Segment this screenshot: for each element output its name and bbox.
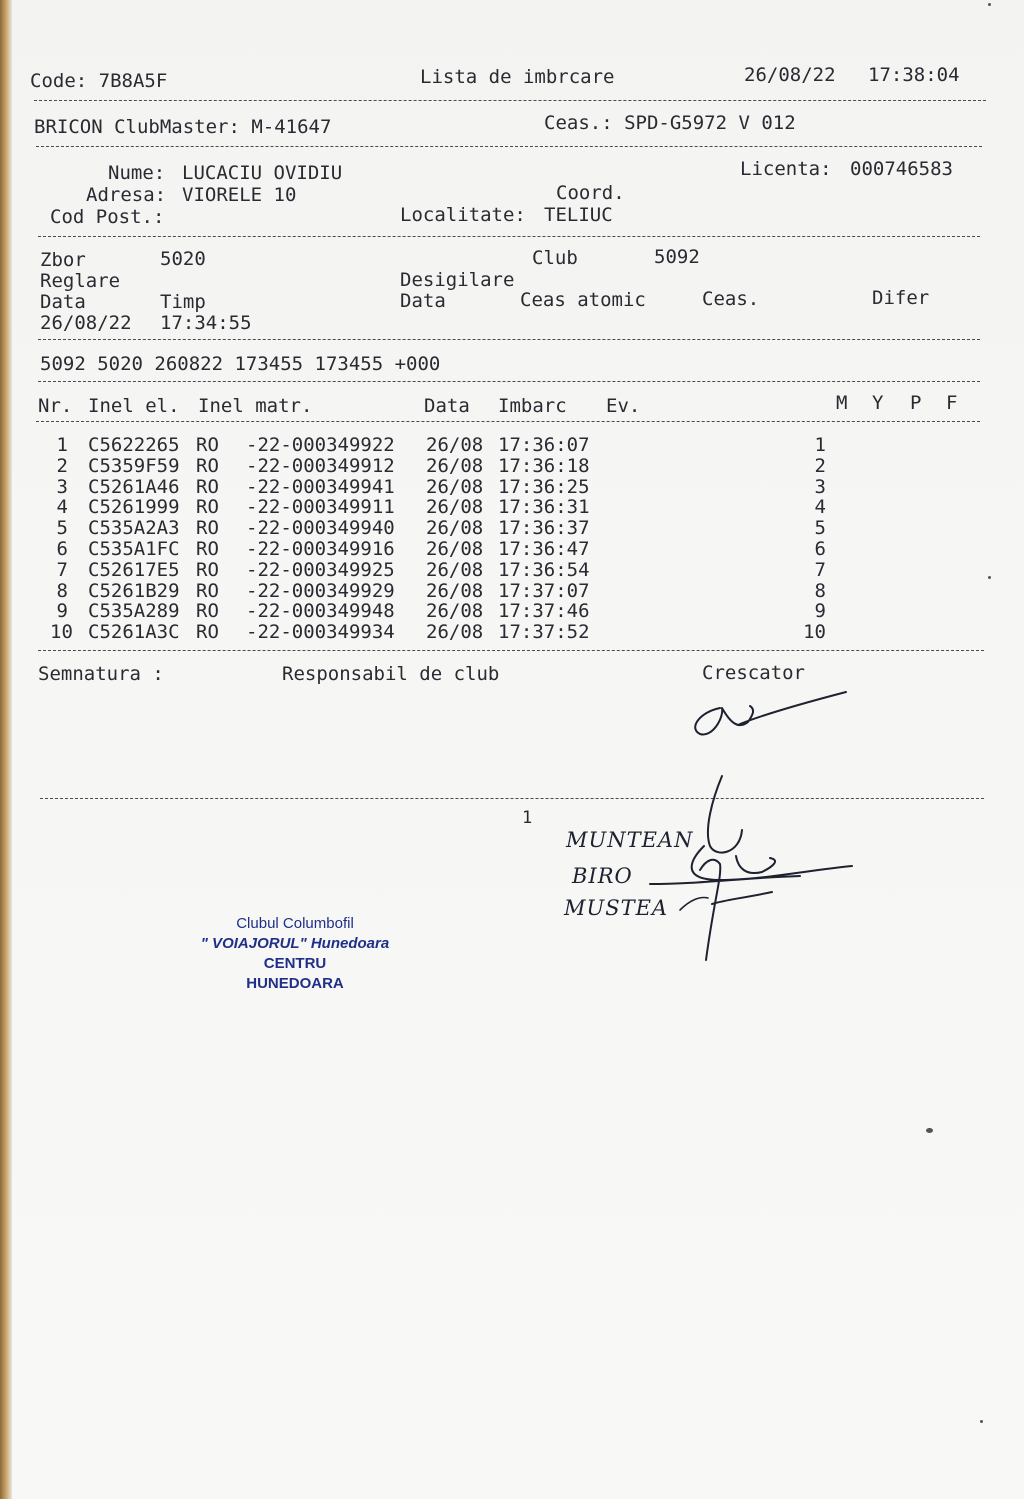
cell-inel-matr: -22-000349922 [246, 434, 395, 456]
cell-nr: 4 [56, 496, 68, 519]
cell-inel-el: C5261A46 [88, 475, 180, 498]
cell-country: RO [196, 579, 219, 602]
cell-inel-matr: -22-000349948 [246, 600, 395, 623]
license-label: Licenta: [740, 158, 832, 180]
cell-nr: 7 [56, 558, 68, 581]
zbor-label: Zbor [40, 249, 86, 271]
data2-label: Data [400, 290, 446, 312]
handwritten-name-1: MUNTEAN [566, 828, 694, 852]
col-imbarc: Imbarc [498, 395, 567, 417]
cell-m: 10 [803, 621, 826, 644]
cell-country: RO [196, 517, 219, 540]
cell-inel-matr: -22-000349912 [246, 454, 395, 477]
cell-m: 9 [814, 600, 826, 623]
cell-country: RO [196, 496, 219, 519]
cell-data: 26/08 [426, 454, 484, 477]
handwritten-name-2: BIRO [572, 864, 633, 888]
cell-inel-el: C52617E5 [88, 558, 180, 581]
handwritten-name-3: MUSTEA [564, 896, 669, 920]
coord-label: Coord. [556, 182, 625, 204]
cell-country: RO [196, 434, 219, 456]
club-label: Club [532, 247, 578, 269]
cell-nr: 3 [56, 475, 68, 498]
col-m: M [836, 392, 848, 414]
cell-inel-matr: -22-000349929 [246, 579, 395, 602]
cell-nr: 8 [56, 579, 68, 602]
cell-data: 26/08 [426, 538, 484, 560]
cell-inel-el: C5261B29 [88, 579, 180, 602]
owner-name: LUCACIU OVIDIU [182, 162, 343, 184]
cell-imbarc: 17:36:25 [498, 475, 590, 498]
document-title: Lista de imbrcare [420, 66, 615, 88]
cell-inel-el: C5622265 [88, 434, 180, 456]
postcode-label: Cod Post.: [50, 206, 165, 228]
crescator-label: Crescator [702, 662, 805, 684]
name-label: Nume: [108, 162, 166, 184]
address-label: Adresa: [86, 184, 167, 206]
print-date: 26/08/22 [744, 64, 836, 86]
flight-code-line: 5092 5020 260822 173455 173455 +000 [40, 353, 441, 375]
col-ev: Ev. [606, 395, 641, 417]
license-number: 000746583 [850, 158, 953, 180]
cell-country: RO [196, 454, 219, 477]
cell-m: 6 [814, 538, 826, 560]
cell-data: 26/08 [426, 558, 484, 581]
cell-nr: 1 [56, 434, 68, 456]
speck [988, 576, 991, 579]
responsabil-label: Responsabil de club [282, 663, 500, 685]
document-code: Code: 7B8A5F [30, 70, 168, 92]
ceas-label: Ceas. [702, 288, 760, 310]
breeder-signature [695, 692, 846, 735]
cell-nr: 9 [56, 600, 68, 623]
cell-m: 4 [814, 496, 826, 519]
col-inel-matr: Inel matr. [198, 395, 313, 417]
clock-id: Ceas.: SPD-G5972 V 012 [544, 112, 796, 134]
cell-country: RO [196, 538, 219, 560]
cell-country: RO [196, 475, 219, 498]
software-version: BRICON ClubMaster: M-41647 [34, 116, 332, 138]
page-number: 1 [522, 808, 533, 828]
col-nr: Nr. [38, 395, 73, 417]
reglare-date: 26/08/22 [40, 312, 132, 334]
cell-imbarc: 17:36:31 [498, 496, 590, 519]
official-signature [680, 898, 708, 911]
owner-address: VIORELE 10 [182, 184, 297, 206]
cell-nr: 5 [56, 517, 68, 540]
cell-nr: 10 [50, 621, 73, 644]
cell-inel-matr: -22-000349911 [246, 496, 395, 519]
cell-country: RO [196, 621, 219, 644]
cell-data: 26/08 [426, 496, 484, 519]
cell-inel-matr: -22-000349916 [246, 538, 395, 560]
timp-label: Timp [160, 291, 206, 313]
stamp-line: Clubul Columbofil [236, 915, 354, 932]
official-signature [650, 776, 852, 960]
club-number: 5092 [654, 246, 700, 268]
cell-m: 7 [814, 558, 826, 581]
col-inel-el: Inel el. [88, 395, 180, 417]
data-label: Data [40, 291, 86, 313]
cell-inel-matr: -22-000349941 [246, 475, 395, 498]
zbor-number: 5020 [160, 248, 206, 270]
cell-data: 26/08 [426, 621, 484, 644]
cell-m: 1 [814, 434, 826, 456]
speck [980, 1420, 983, 1423]
stamp-line: HUNEDOARA [246, 975, 344, 992]
col-f: F [946, 392, 958, 414]
cell-m: 3 [814, 475, 826, 498]
owner-locality: TELIUC [544, 204, 613, 226]
cell-imbarc: 17:37:07 [498, 579, 590, 602]
cell-m: 2 [814, 454, 826, 477]
cell-data: 26/08 [426, 475, 484, 498]
cell-imbarc: 17:36:47 [498, 538, 590, 560]
cell-data: 26/08 [426, 600, 484, 623]
semnatura-label: Semnatura : [38, 663, 164, 685]
cell-data: 26/08 [426, 579, 484, 602]
cell-imbarc: 17:36:07 [498, 434, 590, 456]
cell-imbarc: 17:36:54 [498, 558, 590, 581]
cell-imbarc: 17:37:46 [498, 600, 590, 623]
cell-nr: 6 [56, 538, 68, 560]
stamp-line: " VOIAJORUL" Hunedoara [200, 935, 390, 952]
speck [926, 1128, 933, 1133]
cell-m: 5 [814, 517, 826, 540]
col-data: Data [424, 395, 470, 417]
desigilare-label: Desigilare [400, 269, 515, 291]
cell-data: 26/08 [426, 517, 484, 540]
speck [988, 3, 991, 6]
cell-imbarc: 17:36:37 [498, 517, 590, 540]
cell-country: RO [196, 600, 219, 623]
col-y: Y [872, 392, 884, 414]
cell-nr: 2 [56, 454, 68, 477]
cell-inel-el: C5261999 [88, 496, 180, 519]
reglare-time: 17:34:55 [160, 312, 252, 334]
stamp-line: CENTRU [263, 955, 327, 972]
cell-inel-matr: -22-000349925 [246, 558, 395, 581]
cell-inel-el: C5359F59 [88, 454, 180, 477]
cell-inel-matr: -22-000349934 [246, 621, 395, 644]
cell-imbarc: 17:37:52 [498, 621, 590, 644]
locality-label: Localitate: [400, 204, 526, 226]
cell-inel-matr: -22-000349940 [246, 517, 395, 540]
cell-inel-el: C535A2A3 [88, 517, 180, 540]
cell-imbarc: 17:36:18 [498, 454, 590, 477]
print-time: 17:38:04 [868, 64, 960, 86]
col-p: P [910, 392, 922, 414]
cell-m: 8 [814, 579, 826, 602]
cell-inel-el: C535A1FC [88, 538, 180, 560]
cell-data: 26/08 [426, 434, 484, 456]
ceas-atomic-label: Ceas atomic [520, 289, 646, 311]
difer-label: Difer [872, 287, 930, 309]
reglare-label: Reglare [40, 270, 121, 292]
cell-inel-el: C535A289 [88, 600, 180, 623]
cell-country: RO [196, 558, 219, 581]
cell-inel-el: C5261A3C [88, 621, 180, 644]
